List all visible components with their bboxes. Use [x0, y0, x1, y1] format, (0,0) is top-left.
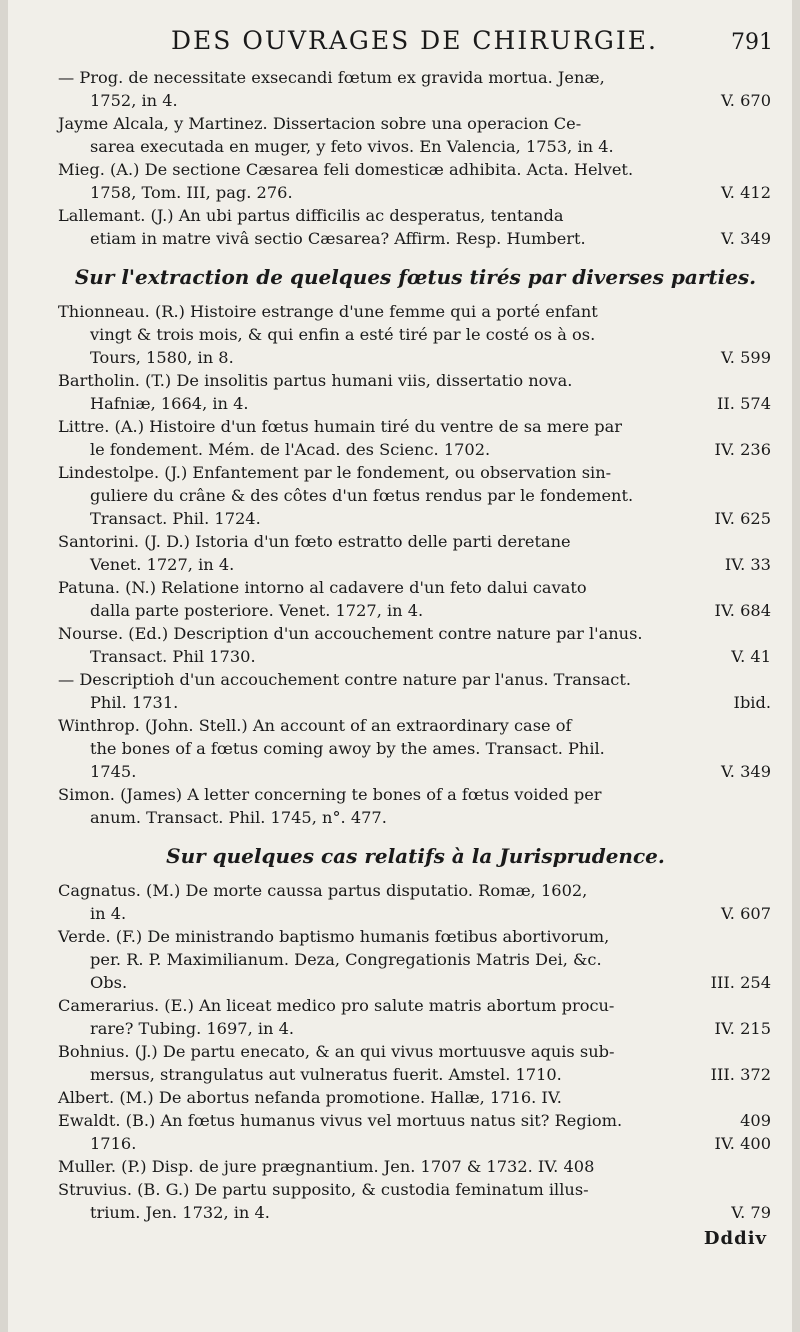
entry-line [58, 1086, 773, 1109]
entry-text: anum. Transact. Phil. 1745, n°. 477. [90, 808, 387, 827]
entry-text: Obs. [90, 973, 128, 992]
entry-line [58, 66, 773, 89]
entry-line [58, 1155, 773, 1178]
section-heading: Sur l'extraction de quelques fœtus tirés par diverses parties. [74, 265, 757, 289]
entry-line [58, 691, 773, 714]
entry-text: mersus, strangulatus aut vulneratus fuerit. Amstel. 1710. [90, 1065, 562, 1084]
entry-text: Littre. (A.) Histoire d'un fœtus humain tiré du ventre de sa mere par [58, 417, 622, 436]
entry-reference: 409 [740, 1111, 771, 1130]
bibliography-entry [58, 66, 773, 112]
entry-line [58, 484, 773, 507]
entry-line [58, 737, 773, 760]
entry-text: Winthrop. (John. Stell.) An account of an extraordinary case of [58, 716, 572, 735]
bibliography-entry [58, 204, 773, 250]
bibliography-entry [58, 1155, 773, 1178]
entry-reference: V. 79 [731, 1203, 771, 1222]
entry-line [58, 622, 773, 645]
bibliography-entry [58, 1040, 773, 1086]
entry-reference: II. 574 [717, 394, 771, 413]
entry-line [58, 971, 773, 994]
entry-text: Phil. 1731. [90, 693, 179, 712]
entry-line [58, 461, 773, 484]
entry-line [58, 1063, 773, 1086]
entry-text: vingt & trois mois, & qui enfin a esté tiré par le costé os à os. [90, 325, 596, 344]
entry-text: Transact. Phil. 1724. [90, 509, 261, 528]
entry-text: trium. Jen. 1732, in 4. [90, 1203, 270, 1222]
bibliography-entry [58, 994, 773, 1040]
entry-text: Lindestolpe. (J.) Enfantement par le fondement, ou observation sin- [58, 463, 612, 482]
entry-line [58, 902, 773, 925]
entry-line [58, 714, 773, 737]
entry-text: Tours, 1580, in 8. [90, 348, 234, 367]
entry-text: Muller. (P.) Disp. de jure prægnantium. Jen. 1707 & 1732. IV. 408 [58, 1157, 595, 1176]
entry-line [58, 925, 773, 948]
running-header [58, 26, 773, 56]
entry-text: Bohnius. (J.) De partu enecato, & an qui vivus mortuusve aquis sub- [58, 1042, 615, 1061]
entry-text: Simon. (James) A letter concerning te bones of a fœtus voided per [58, 785, 602, 804]
entry-reference: V. 349 [720, 229, 771, 248]
entry-reference: V. 349 [720, 762, 771, 781]
entry-line [58, 668, 773, 691]
section-heading: Sur quelques cas relatifs à la Jurisprudence. [166, 844, 665, 868]
entry-line [58, 300, 773, 323]
entry-line [58, 346, 773, 369]
entry-line [58, 135, 773, 158]
entry-line [58, 806, 773, 829]
entry-text: 1716. [90, 1134, 137, 1153]
entry-line [58, 181, 773, 204]
entry-line [58, 1201, 773, 1224]
entry-reference: V. 41 [731, 647, 771, 666]
entry-line [58, 1132, 773, 1155]
entry-line [58, 1017, 773, 1040]
entry-text: 1758, Tom. III, pag. 276. [90, 183, 293, 202]
entry-line [58, 438, 773, 461]
entry-line [58, 507, 773, 530]
entry-text: dalla parte posteriore. Venet. 1727, in 4. [90, 601, 424, 620]
entry-line [58, 415, 773, 438]
entry-line [58, 1109, 773, 1132]
entry-reference: IV. 33 [724, 555, 771, 574]
entry-reference: III. 372 [710, 1065, 771, 1084]
bibliography-entry [58, 783, 773, 829]
entry-text: Cagnatus. (M.) De morte caussa partus disputatio. Romæ, 1602, [58, 881, 588, 900]
entry-line [58, 1040, 773, 1063]
bibliography-entry [58, 668, 773, 714]
entry-line [58, 392, 773, 415]
entry-line [58, 879, 773, 902]
entry-text: Patuna. (N.) Relatione intorno al cadavere d'un feto dalui cavato [58, 578, 587, 597]
entry-line [58, 576, 773, 599]
bibliography-entry [58, 530, 773, 576]
entry-line [58, 112, 773, 135]
entry-text: 1752, in 4. [90, 91, 178, 110]
entry-text: the bones of a fœtus coming awoy by the ames. Transact. Phil. [90, 739, 605, 758]
entry-text: Mieg. (A.) De sectione Cæsarea feli domesticæ adhibita. Acta. Helvet. [58, 160, 634, 179]
entry-reference: V. 412 [720, 183, 771, 202]
entry-reference: IV. 400 [714, 1134, 771, 1153]
entry-reference: Ibid. [733, 693, 771, 712]
entry-text: Venet. 1727, in 4. [90, 555, 235, 574]
entry-reference: IV. 625 [714, 509, 771, 528]
entry-text: Camerarius. (E.) An liceat medico pro salute matris abortum procu- [58, 996, 615, 1015]
entry-reference: V. 607 [720, 904, 771, 923]
entry-line [58, 948, 773, 971]
entry-text: Lallemant. (J.) An ubi partus difficilis ac desperatus, tentanda [58, 206, 564, 225]
entry-line [58, 760, 773, 783]
bibliography-entry [58, 1178, 773, 1224]
entry-text: etiam in matre vivâ sectio Cæsarea? Affirm. Resp. Humbert. [90, 229, 586, 248]
entry-text: Ewaldt. (B.) An fœtus humanus vivus vel mortuus natus sit? Regiom. [58, 1111, 623, 1130]
entry-line [58, 369, 773, 392]
entry-line [58, 530, 773, 553]
entry-line [58, 553, 773, 576]
entry-text: Hafniæ, 1664, in 4. [90, 394, 249, 413]
bibliography-entry [58, 1109, 773, 1155]
bibliography-entry [58, 461, 773, 530]
entry-text: guliere du crâne & des côtes d'un fœtus rendus par le fondement. [90, 486, 634, 505]
entry-reference: V. 599 [720, 348, 771, 367]
book-page [8, 0, 792, 1332]
entry-text: per. R. P. Maximilianum. Deza, Congregationis Matris Dei, &c. [90, 950, 602, 969]
entry-text: Nourse. (Ed.) Description d'un accouchement contre nature par l'anus. [58, 624, 643, 643]
bibliography-entry [58, 300, 773, 369]
entry-text: — Descriptioh d'un accouchement contre nature par l'anus. Transact. [58, 670, 631, 689]
entry-line [58, 783, 773, 806]
entry-text: rare? Tubing. 1697, in 4. [90, 1019, 295, 1038]
entry-text: Jayme Alcala, y Martinez. Dissertacion sobre una operacion Ce- [58, 114, 582, 133]
bibliography-entry [58, 369, 773, 415]
bibliography-entry [58, 622, 773, 668]
entry-reference: IV. 236 [714, 440, 771, 459]
entry-text: Santorini. (J. D.) Istoria d'un fœto estratto delle parti deretane [58, 532, 571, 551]
bibliography-entry [58, 415, 773, 461]
entry-reference: III. 254 [710, 973, 771, 992]
bibliography-list [58, 66, 773, 1224]
entry-text: Transact. Phil 1730. [90, 647, 256, 666]
entry-text: sarea executada en muger, y feto vivos. En Valencia, 1753, in 4. [90, 137, 614, 156]
entry-text: 1745. [90, 762, 137, 781]
entry-reference: IV. 215 [714, 1019, 771, 1038]
bibliography-entry [58, 158, 773, 204]
entry-text: Albert. (M.) De abortus nefanda promotione. Hallæ, 1716. IV. [58, 1088, 562, 1107]
entry-reference: V. 670 [720, 91, 771, 110]
entry-line [58, 645, 773, 668]
entry-text: le fondement. Mém. de l'Acad. des Scienc. 1702. [90, 440, 491, 459]
bibliography-entry [58, 714, 773, 783]
entry-text: Verde. (F.) De ministrando baptismo humanis fœtibus abortivorum, [58, 927, 610, 946]
bibliography-entry [58, 576, 773, 622]
page-content [58, 26, 773, 1249]
entry-reference: IV. 684 [714, 601, 771, 620]
bibliography-entry [58, 112, 773, 158]
entry-text: Thionneau. (R.) Histoire estrange d'une femme qui a porté enfant [58, 302, 598, 321]
entry-text: — Prog. de necessitate exsecandi fœtum ex gravida mortua. Jenæ, [58, 68, 605, 87]
running-title: DES OUVRAGES DE CHIRURGIE. [171, 26, 658, 55]
entry-line [58, 89, 773, 112]
bibliography-entry [58, 879, 773, 925]
entry-text: Struvius. (B. G.) De partu supposito, & custodia feminatum illus- [58, 1180, 589, 1199]
bibliography-entry [58, 925, 773, 994]
entry-line [58, 158, 773, 181]
page-number: 791 [731, 30, 773, 55]
signature-mark: Dddiv [703, 1228, 767, 1249]
entry-line [58, 204, 773, 227]
entry-line [58, 994, 773, 1017]
entry-line [58, 599, 773, 622]
entry-line [58, 323, 773, 346]
entry-line [58, 1178, 773, 1201]
entry-line [58, 227, 773, 250]
entry-text: Bartholin. (T.) De insolitis partus humani viis, dissertatio nova. [58, 371, 573, 390]
entry-text: in 4. [90, 904, 127, 923]
